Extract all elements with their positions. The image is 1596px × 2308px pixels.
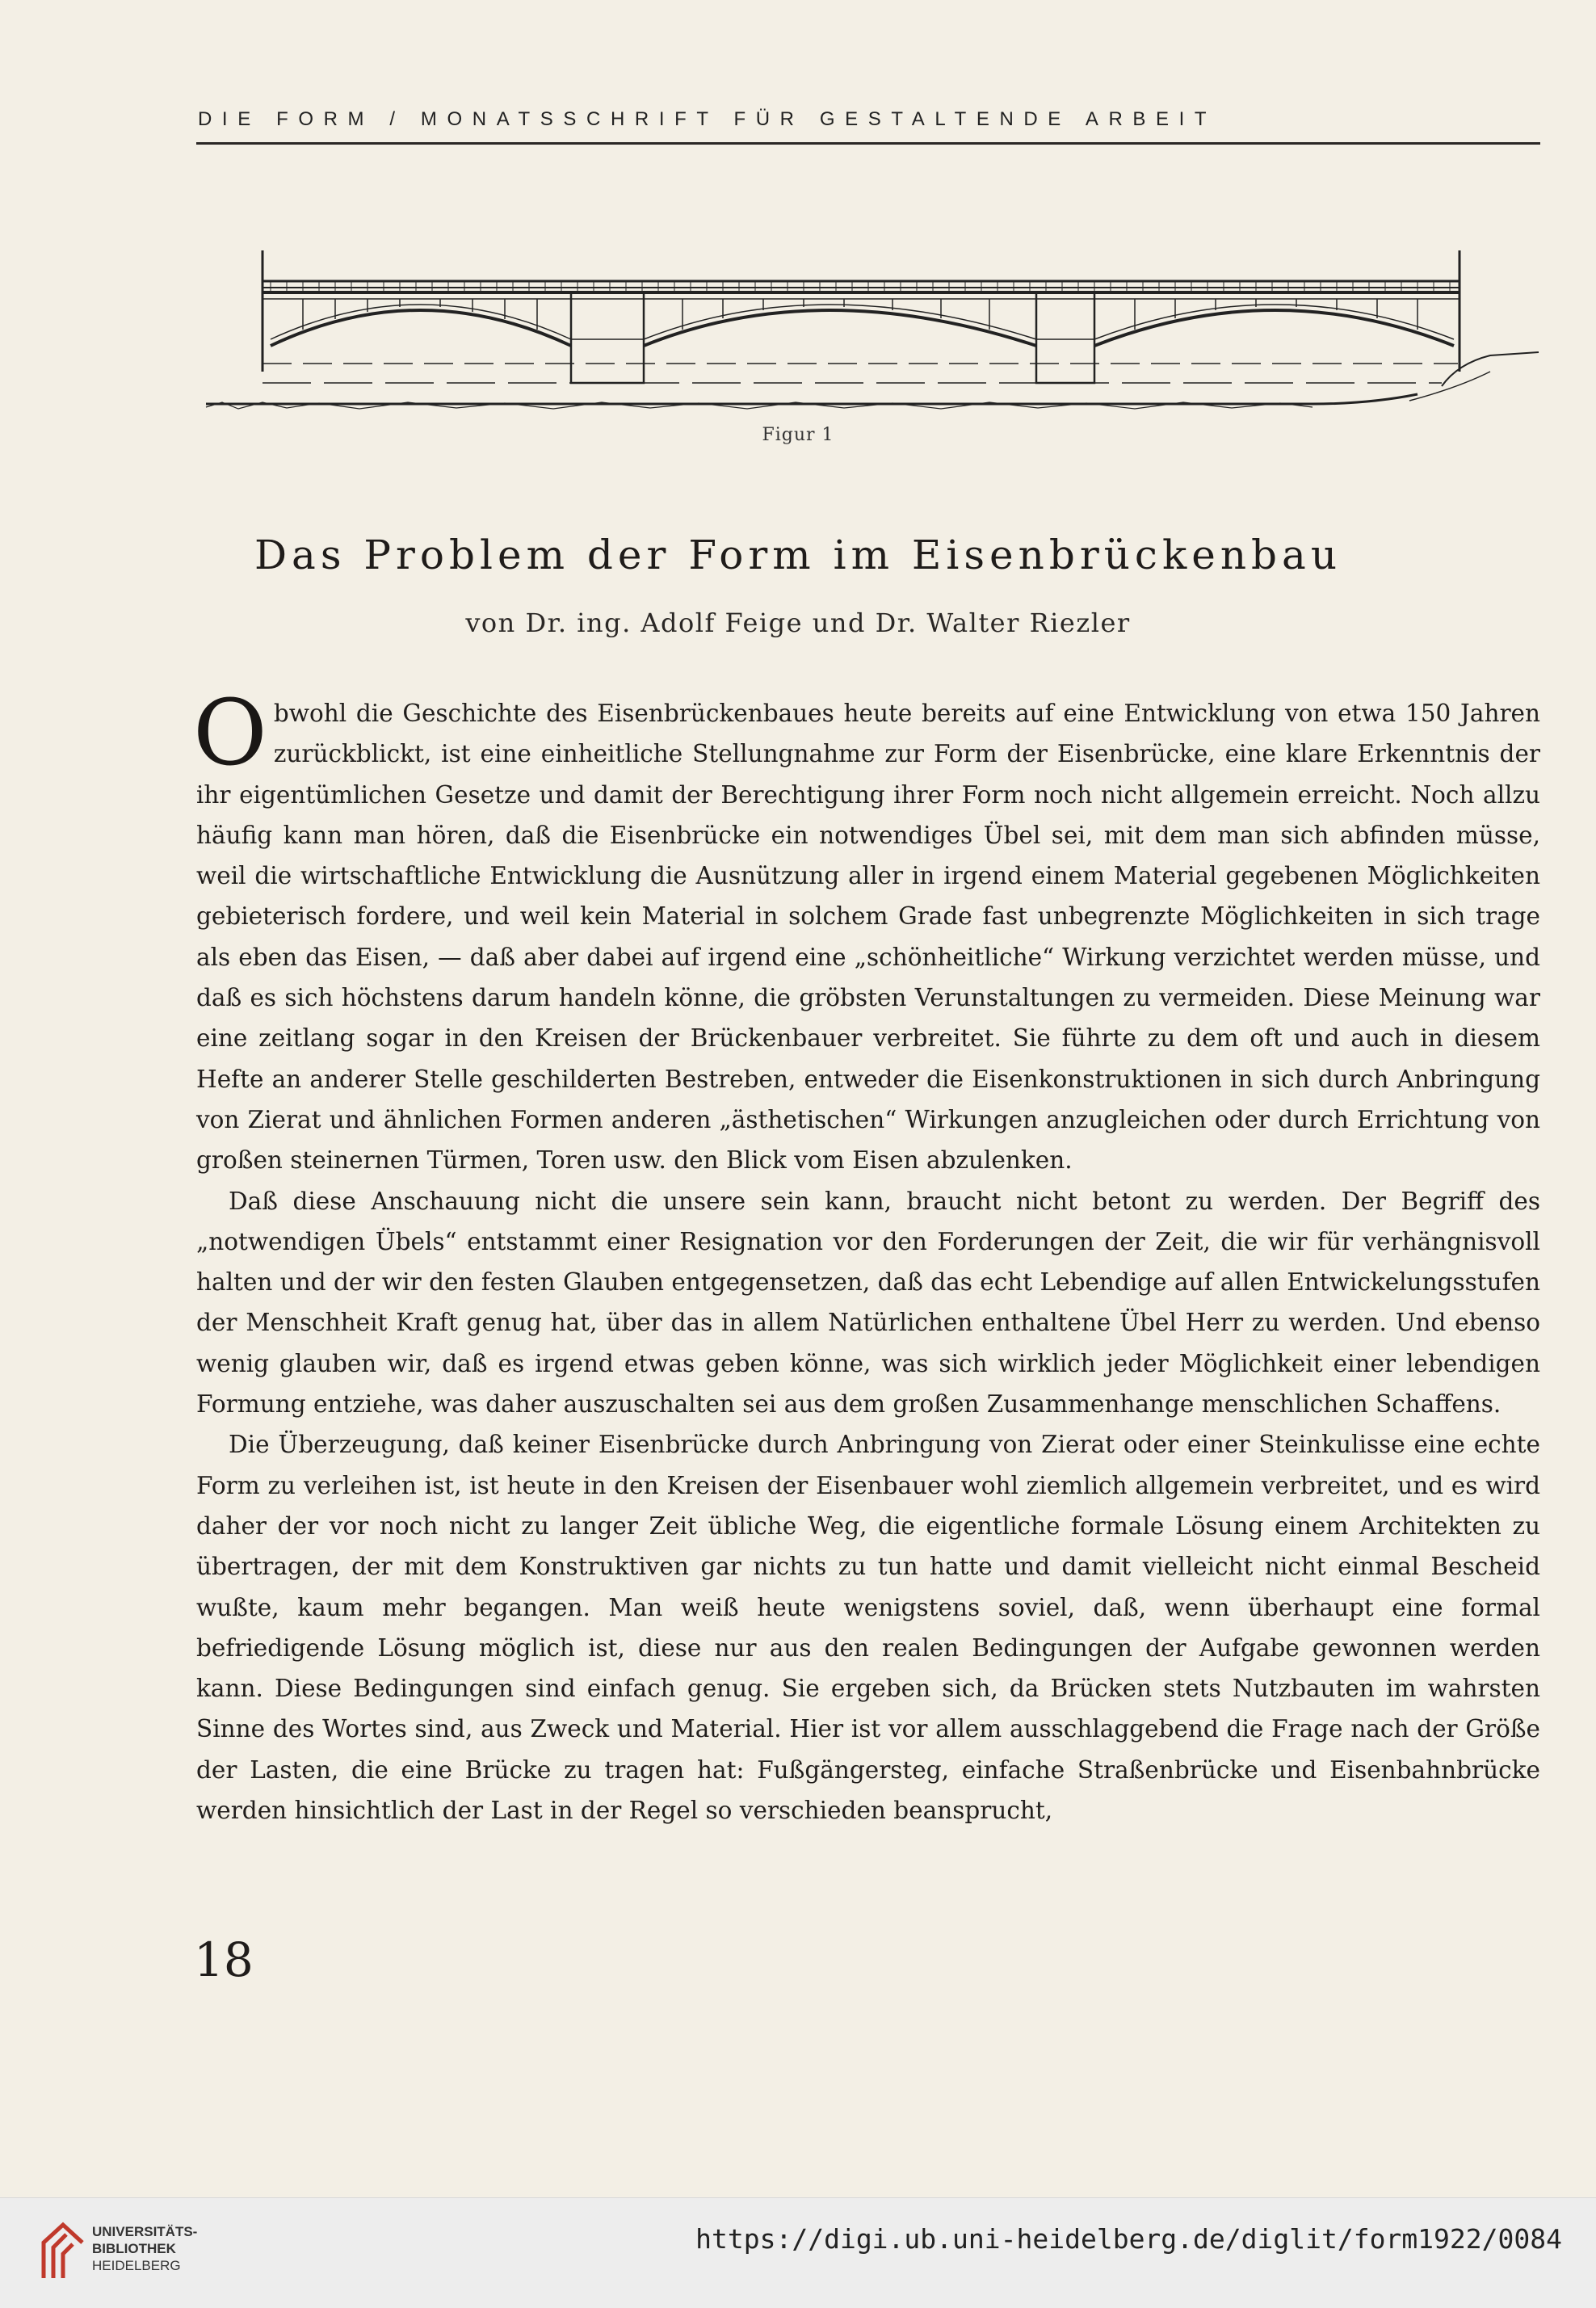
figure-caption: Figur 1 (762, 425, 834, 445)
paragraph: Daß diese Anschauung nicht die unsere sein kann, braucht nicht betont zu werden. Der Begriff des „notwendigen Übels“ entstammt einer Resignation vor den Forderungen der Zeit, die wir für verhängnisvoll halten und der wir den festen Glauben entgegensetzen, daß das echt Lebendige auf allen Entwickelungsstufen der Menschheit Kraft genug hat, über das in allem Natürlichen enthaltene Übel Herr zu werden. Und ebenso wenig glauben wir, daß es irgend etwas geben könne, was sich wirklich jeder Möglichkeit einer lebendigen Formung entziehe, was daher auszuschalten sei aus dem großen Zusammenhange menschlichen Schaffens. (196, 1187, 1540, 1419)
library-logo-icon (39, 2218, 87, 2283)
bridge-elevation-figure (198, 242, 1547, 412)
library-name: UNIVERSITÄTS- BIBLIOTHEK HEIDELBERG (92, 2224, 198, 2273)
running-head: DIE FORM / MONATSSCHRIFT FÜR GESTALTENDE ARBEIT (198, 108, 1217, 130)
drop-cap: O (193, 681, 267, 786)
source-url-link[interactable]: https://digi.ub.uni-heidelberg.de/diglit/form1922/0084 (695, 2223, 1562, 2255)
paragraph (193, 681, 1540, 1181)
article-body (193, 681, 1540, 1831)
paragraph: Die Überzeugung, daß keiner Eisenbrücke durch Anbringung von Zierat oder einer Steinkulisse eine echte Form zu verleihen ist, ist heute in den Kreisen der Eisenbauer wohl ziemlich allgemein verbreitet, und es wird daher der vor noch nicht zu langer Zeit übliche Weg, die eigentliche formale Lösung einem Architekten zu übertragen, der mit dem Konstruktiven gar nichts zu tun hatte und damit vielleicht nicht einmal Bescheid wußte, kaum mehr begangen. Man weiß heute wenigstens soviel, daß, wenn überhaupt eine formal befriedigende Lösung möglich ist, diese nur aus den realen Bedingungen der Aufgabe gewonnen werden kann. Diese Bedingungen sind einfach genug. Sie ergeben sich, da Brücken stets Nutzbauten im wahrsten Sinne des Wortes sind, aus Zweck und Material. Hier ist vor allem ausschlaggebend die Frage nach der Größe der Lasten, die eine Brücke zu tragen hat: Fußgängersteg, einfache Straßenbrücke und Eisenbahnbrücke werden hinsichtlich der Last in der Regel so verschieden beansprucht, (196, 1431, 1540, 1825)
article-byline: von Dr. ing. Adolf Feige und Dr. Walter Riezler (465, 607, 1131, 638)
header-rule (196, 142, 1540, 145)
article-title: Das Problem der Form im Eisenbrückenbau (254, 532, 1342, 578)
page-number: 18 (194, 1932, 254, 1987)
paragraph-text: bwohl die Geschichte des Eisenbrückenbaues heute bereits auf eine Entwicklung von etwa 150 Jahren zurückblickt, ist eine einheitliche Stellungnahme zur Form der Eisenbrücke, eine klare Erkenntnis der ihr eigentümlichen Gesetze und damit der Berechtigung ihrer Form noch nicht allgemein erreicht. Noch allzu häufig kann man hören, daß die Eisenbrücke ein notwendiges Übel sei, mit dem man sich abfinden müsse, weil die wirtschaftliche Entwicklung die Ausnützung aller in irgend einem Material gegebenen Möglichkeiten gebieterisch fordere, und weil kein Material in solchem Grade fast unbegrenzte Möglichkeiten in sich trage als eben das Eisen, — daß aber dabei auf irgend eine „schönheitliche“ Wirkung verzichtet werden müsse, und daß es sich höchstens darum handeln könne, die gröbsten Verunstaltungen zu vermeiden. Diese Meinung war eine zeitlang sogar in den Kreisen der Brückenbauer verbreitet. Sie führte zu dem oft und auch in diesem Hefte an anderer Stelle geschilderten Bestreben, entweder die Eisenkonstruktionen in sich durch Anbringung von Zierat und ähnlichen Formen anderen „ästhetischen“ Wirkungen anzugleichen oder durch Errichtung von großen steinernen Türmen, Toren usw. den Blick vom Eisen abzulenken. (196, 700, 1540, 1175)
